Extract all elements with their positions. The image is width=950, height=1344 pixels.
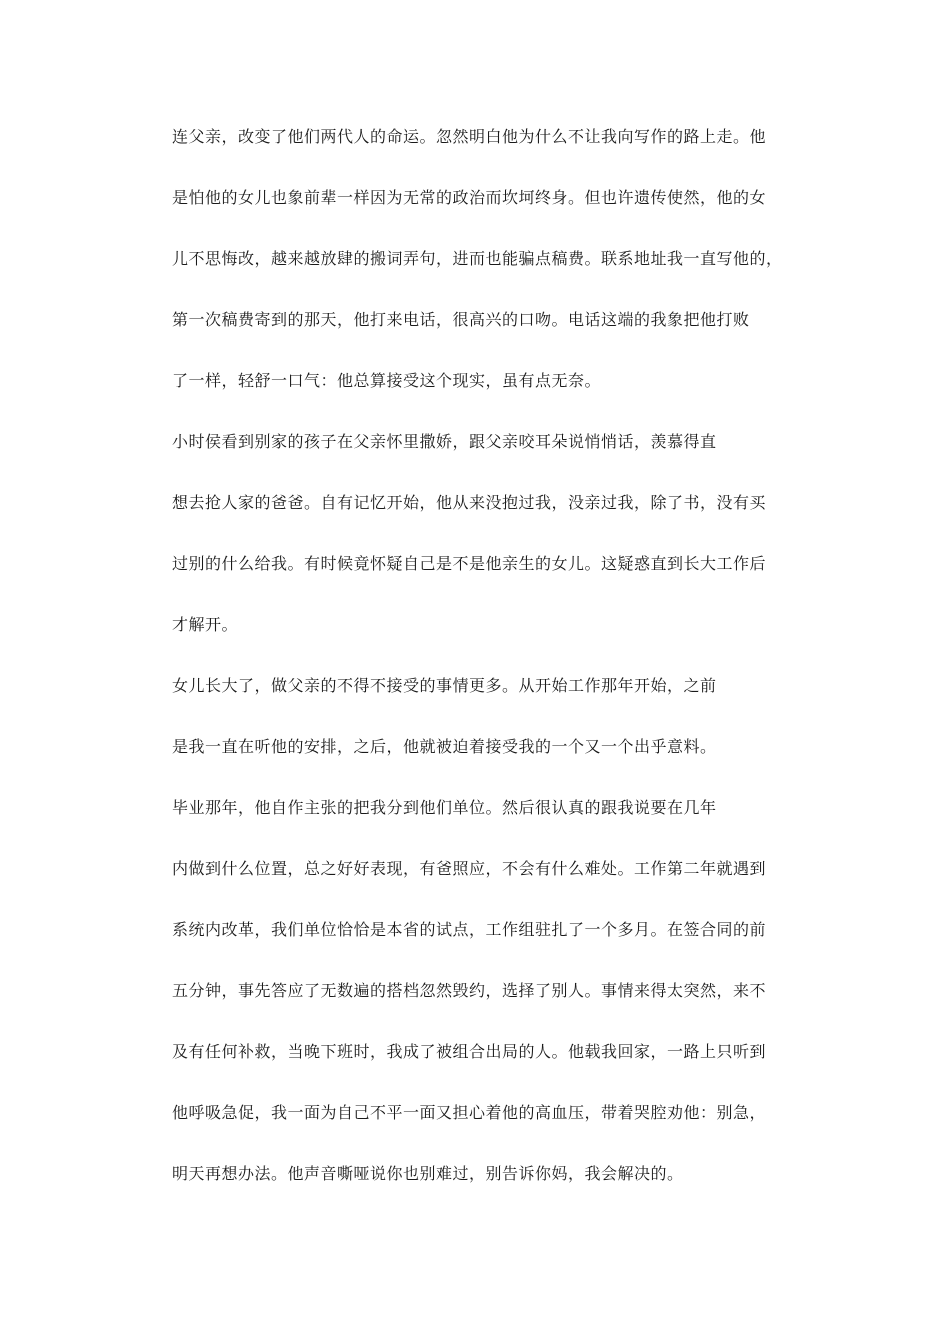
text-line: 女儿长大了，做父亲的不得不接受的事情更多。从开始工作那年开始，之前 [172, 676, 717, 695]
text-line: 系统内改革，我们单位恰恰是本省的试点，工作组驻扎了一个多月。在签合同的前 [172, 920, 767, 939]
text-line: 他呼吸急促，我一面为自己不平一面又担心着他的高血压，带着哭腔劝他：别急， [172, 1103, 767, 1122]
text-line: 内做到什么位置，总之好好表现，有爸照应，不会有什么难处。工作第二年就遇到 [172, 859, 767, 878]
text-line: 第一次稿费寄到的那天，他打来电话，很高兴的口吻。电话这端的我象把他打败 [172, 310, 750, 329]
text-line: 想去抢人家的爸爸。自有记忆开始，他从来没抱过我，没亲过我，除了书，没有买 [172, 493, 767, 512]
text-line: 了一样，轻舒一口气：他总算接受这个现实，虽有点无奈。 [172, 371, 602, 390]
text-line: 连父亲，改变了他们两代人的命运。忽然明白他为什么不让我向写作的路上走。他 [172, 127, 767, 146]
text-line: 及有任何补救，当晚下班时，我成了被组合出局的人。他载我回家，一路上只听到 [172, 1042, 767, 1061]
text-line: 儿不思悔改，越来越放肆的搬词弄句，进而也能骗点稿费。联系地址我一直写他的， [172, 249, 783, 268]
text-line: 明天再想办法。他声音嘶哑说你也别难过，别告诉你妈，我会解决的。 [172, 1164, 684, 1183]
text-line: 是我一直在听他的安排，之后，他就被迫着接受我的一个又一个出乎意料。 [172, 737, 717, 756]
text-line: 才解开。 [172, 615, 239, 634]
text-line: 是怕他的女儿也象前辈一样因为无常的政治而坎坷终身。但也许遗传使然，他的女 [172, 188, 767, 207]
text-line: 过别的什么给我。有时候竟怀疑自己是不是他亲生的女儿。这疑惑直到长大工作后 [172, 554, 767, 573]
text-line: 小时侯看到别家的孩子在父亲怀里撒娇，跟父亲咬耳朵说悄悄话，羡慕得直 [172, 432, 717, 451]
text-line: 五分钟，事先答应了无数遍的搭档忽然毁约，选择了别人。事情来得太突然，来不 [172, 981, 767, 1000]
text-line: 毕业那年，他自作主张的把我分到他们单位。然后很认真的跟我说要在几年 [172, 798, 717, 817]
